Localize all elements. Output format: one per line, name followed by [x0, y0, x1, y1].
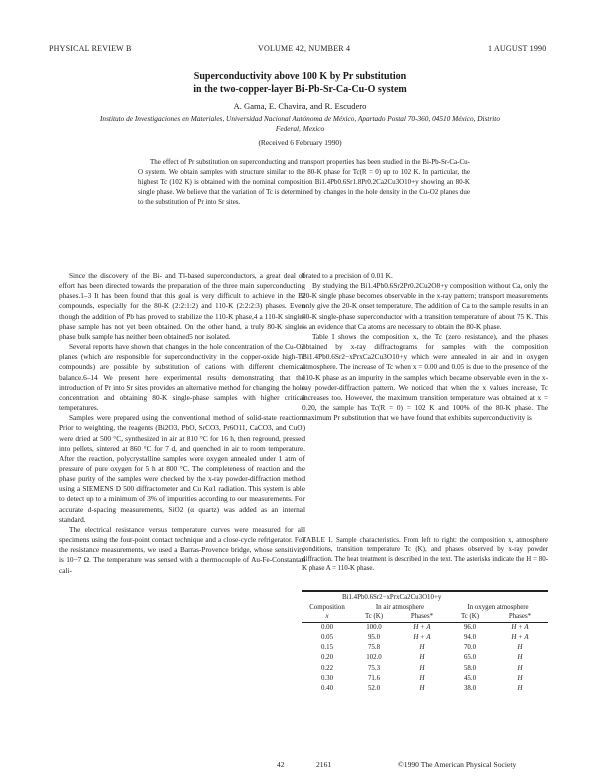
paragraph: The electrical resistance versus temperature curves were measured for all specimens using the four-point contact technique and a close-cycle refrigerator. For the resistance measurements, we used a Barras-Provence bridge, whose sensitivity is 10−7 Ω. The temperature was sensed with a thermocouple of Au-Fe-Constantan cali-	[59, 524, 305, 575]
table-formula-row	[302, 593, 548, 603]
received-date: (Received 6 February 1990)	[258, 138, 342, 147]
table-row	[302, 684, 548, 694]
title-line-2: in the two-copper-layer Bi-Pb-Sr-Ca-Cu-O system	[193, 84, 407, 95]
cell-tc-oxygen: 96.0	[463, 623, 477, 631]
journal-name: PHYSICAL REVIEW B	[49, 44, 132, 53]
cell-tc-air: 95.0	[367, 633, 381, 641]
table-row	[302, 623, 548, 633]
paragraph: brated to a precision of 0.01 K.	[302, 271, 393, 280]
affiliation: Instituto de Investigaciones en Materiales, Universidad Nacional Autónoma de México, Apartado Postal 70-360, 04510 México, Distrito Federal, Mexico	[100, 114, 500, 133]
cell-x: 0.20	[320, 654, 334, 662]
cell-tc-oxygen: 70.0	[463, 644, 477, 652]
table-caption-text: Sample characteristics. From left to right: the composition x, atmosphere conditions, transition temperature Tc (K), and phases observed by x-ray powder diffraction. The heat treatment is described in the text. The asterisks indicate the H = 80-K phase A = 110-K phase.	[302, 537, 548, 573]
cell-x: 0.05	[320, 633, 334, 641]
cell-phases-air: H	[419, 685, 425, 693]
table-caption	[302, 536, 548, 574]
paragraph: Since the discovery of the Bi- and Tl-based superconductors, a great deal of effort has been directed towards the preparation of the three main superconducting phases.1–3 It has been found that this goal is very difficult to achieve in the Bi compounds, especially for the 80-K (2:2:1:2) and 110-K (2:2:2:3) phases. Even though the addition of Pb has proved to stabilize the 110-K phase,4 a 110-K single-phase sample has not yet been obtained. On the other hand, a truly 80-K single-phase bulk sample has neither been obtained5 nor isolated.	[59, 271, 305, 341]
paragraph: By studying the Bi1.4Pb0.6Sr2Pr0.2Cu2O8+y composition without Ca, only the 20-K single phase becomes observable in the x-ray pattern; transport measurements only give the 20-K onset temperature. The addition of Ca to the sample results in an 80-K single-phase superconductor with a transition temperature of about 75 K. This is an evidence that Ca atoms are necessary to obtain the 80-K phase.	[302, 281, 548, 331]
table-label: TABLE I.	[302, 537, 333, 544]
cell-tc-oxygen: 65.0	[463, 654, 477, 662]
cell-phases-oxygen: H	[517, 654, 523, 662]
author-list: A. Gama, E. Chavira, and R. Escudero	[233, 101, 367, 111]
page-number: 2161	[316, 760, 332, 769]
cell-x: 0.00	[320, 623, 334, 631]
col-tc-oxygen-header: Tc (K)	[460, 613, 480, 620]
col-composition-header: Composition	[309, 603, 345, 611]
cell-tc-air: 75.8	[367, 644, 381, 652]
data-table	[302, 590, 548, 695]
group-oxygen-header: In oxygen atmosphere	[467, 603, 529, 611]
cell-x: 0.22	[320, 664, 334, 672]
table-group-row	[302, 603, 548, 613]
paragraph: Table I shows the composition x, the Tc (zero resistance), and the phases obtained by x-ray diffractograms for samples with the composition Bi1.4Pb0.6Sr2−xPrxCa2Cu3O10+y which were annealed in air and in oxygen atmosphere. The increase of Tc when x = 0.00 and 0.05 is due to the presence of the 110-K phase as an impurity in the samples which became observable even in the x-ray powder-diffraction pattern. We noticed that when the x values increase, Tc increases too. However, the maximum transition temperature was obtained at x = 0.20, the sample has Tc(R = 0) = 102 K and 100% of the 80-K phase. The maximum Pr substitution that we have found that exhibits superconductivity is	[302, 331, 548, 423]
table-row	[302, 633, 548, 643]
cell-tc-air: 52.0	[367, 685, 381, 693]
cell-x: 0.30	[320, 674, 334, 682]
cell-x: 0.40	[320, 685, 334, 693]
cell-phases-air: H	[419, 674, 425, 682]
cell-phases-oxygen: H	[517, 685, 523, 693]
table-formula: Bi1.4Pb0.6Sr2−xPrxCa2Cu3O10+y	[342, 594, 442, 601]
cell-phases-air: H	[419, 664, 425, 672]
body-column-left	[59, 271, 305, 576]
cell-phases-oxygen: H + A	[511, 633, 529, 641]
col-phases-oxygen-header: Phases*	[508, 613, 532, 620]
cell-x: 0.15	[320, 644, 334, 652]
abstract: The effect of Pr substitution on superconducting and transport properties has been studied in the Bi-Pb-Sr-Ca-Cu-O system. We obtain samples with structure similar to the 80-K phase for Tc(R = 0) up to 102 K. In particular, the highest Tc (102 K) is obtained with the nominal composition Bi1.4Pb0.6Sr1.8Pr0.2Ca2Cu3O10+y showing an 80-K single phase. We believe that the variation of Tc is determined by changes in the hole density in the Cu-O2 planes due to the substitution of Pr into Sr sites.	[138, 158, 470, 206]
volume-number: VOLUME 42, NUMBER 4	[258, 44, 351, 53]
table-row	[302, 664, 548, 674]
cell-phases-air: H	[419, 654, 425, 662]
table-row	[302, 643, 548, 653]
cell-tc-oxygen: 45.0	[463, 674, 477, 682]
paragraph: Samples were prepared using the conventional method of solid-state reaction. Prior to weighting, the reagents (Bi2O3, PbO, SrCO3, Pr6O11, CaCO3, and CuO) were dried at 500 °C, synthesized in air at 810 °C for 16 h, then reground, pressed into pellets, sintered at 860 °C for 7 d, and quenched in air to room temperature. After the reaction, polycrystalline samples were oxygen annealed under 1 atm of pressure of pure oxygen for 5 h at 800 °C. The completeness of reaction and the phase purity of the samples were checked by the x-ray powder-diffraction method using a SIEMENS D 500 diffractometer and Cu Kα1 radiation. This system is able to detect up to a minimum of 3% of impurities according to our measurements. For accurate d-spacing measurements, SiO2 (α quartz) was added as an internal standard.	[59, 413, 305, 524]
footer-volume: 42	[277, 760, 285, 769]
article-title	[0, 70, 600, 96]
table-column-row	[302, 612, 548, 622]
col-x-header: x	[325, 613, 329, 620]
body-column-right	[302, 271, 548, 423]
cell-tc-oxygen: 38.0	[463, 685, 477, 693]
col-phases-air-header: Phases*	[410, 613, 434, 620]
cell-tc-air: 102.0	[366, 654, 382, 662]
cell-phases-air: H + A	[413, 633, 431, 641]
cell-phases-oxygen: H	[517, 664, 523, 672]
issue-date: 1 AUGUST 1990	[488, 44, 547, 53]
col-tc-air-header: Tc (K)	[364, 613, 384, 620]
cell-tc-air: 71.6	[367, 674, 381, 682]
cell-phases-oxygen: H	[517, 674, 523, 682]
cell-tc-oxygen: 58.0	[463, 664, 477, 672]
cell-phases-oxygen: H	[517, 644, 523, 652]
cell-phases-oxygen: H + A	[511, 623, 529, 631]
cell-phases-air: H + A	[413, 623, 431, 631]
cell-tc-air: 75.3	[367, 664, 381, 672]
cell-phases-air: H	[419, 644, 425, 652]
table-row	[302, 674, 548, 684]
table-body	[302, 623, 548, 695]
copyright: ©1990 The American Physical Society	[398, 760, 517, 769]
table-row	[302, 653, 548, 663]
cell-tc-oxygen: 94.0	[463, 633, 477, 641]
group-air-header: In air atmosphere	[375, 603, 425, 611]
title-line-1: Superconductivity above 100 K by Pr substitution	[193, 71, 407, 82]
cell-tc-air: 100.0	[366, 623, 382, 631]
paragraph: Several reports have shown that changes in the hole concentration of the Cu-O2 planes (which are responsible for superconductivity in the copper-oxide high-Tc compounds) are possible by substitution of cations with different chemical balance.6–14 We present here experimental results demonstrating that the introduction of Pr into Sr sites provides an alternative method for changing the hole concentration and obtaining 80-K single-phase samples with higher critical temperatures.	[59, 342, 305, 413]
